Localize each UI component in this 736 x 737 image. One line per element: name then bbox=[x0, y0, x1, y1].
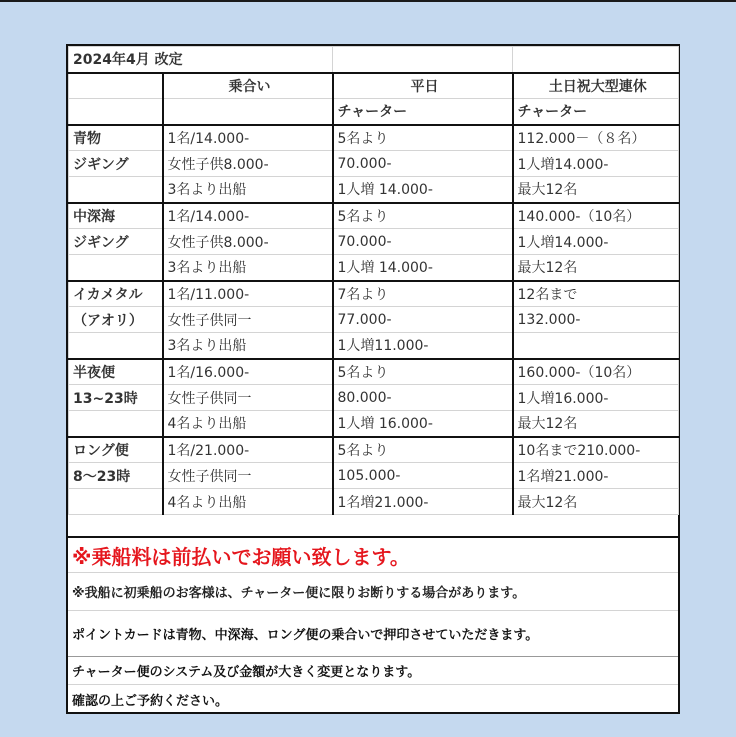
weekend-price-cell: 160.000-（10名） bbox=[513, 359, 679, 385]
shared-price-cell: 女性子供同一 bbox=[163, 385, 333, 411]
weekend-price-cell: 132.000- bbox=[513, 307, 679, 333]
table-row bbox=[69, 333, 679, 359]
point-card-notice: ポイントカードは青物、中深海、ロング便の乗合いで押印させていただきます。 bbox=[68, 610, 678, 656]
shared-price-cell: 3名より出船 bbox=[163, 255, 333, 281]
weekday-price-cell: 1人増11.000- bbox=[333, 333, 513, 359]
weekend-price-cell: 12名まで bbox=[513, 281, 679, 307]
weekday-price-cell: 5名より bbox=[333, 359, 513, 385]
col-header-shared: 乗合い bbox=[163, 73, 333, 99]
shared-price-cell: 1名/21.000- bbox=[163, 437, 333, 463]
weekend-price-cell: 1名増21.000- bbox=[513, 463, 679, 489]
table-row bbox=[69, 177, 679, 203]
weekday-price-cell: 5名より bbox=[333, 203, 513, 229]
shared-price-cell: 1名/14.000- bbox=[163, 203, 333, 229]
trip-name: ロング便 bbox=[69, 437, 163, 463]
weekday-price-cell: 1名増21.000- bbox=[333, 489, 513, 515]
shared-price-cell: 女性子供同一 bbox=[163, 463, 333, 489]
weekday-price-cell: 5名より bbox=[333, 437, 513, 463]
system-change-notice: チャーター便のシステム及び金額が大きく変更となります。 bbox=[68, 656, 678, 684]
table-row bbox=[69, 489, 679, 515]
trip-name: 青物 bbox=[69, 125, 163, 151]
notes-section bbox=[68, 536, 678, 714]
trip-name: 半夜便 bbox=[69, 359, 163, 385]
weekend-price-cell: 112.000－（８名） bbox=[513, 125, 679, 151]
trip-subname: （アオリ） bbox=[69, 307, 163, 333]
shared-price-cell: 4名より出船 bbox=[163, 489, 333, 515]
price-rows bbox=[69, 125, 679, 515]
table-row bbox=[69, 281, 679, 307]
col-header-weekday: 平日 bbox=[333, 73, 513, 99]
weekday-price-cell: 1人増 14.000- bbox=[333, 177, 513, 203]
weekend-price-cell bbox=[513, 333, 679, 359]
weekend-price-cell: 最大12名 bbox=[513, 255, 679, 281]
table-row bbox=[69, 437, 679, 463]
shared-price-cell: 4名より出船 bbox=[163, 411, 333, 437]
shared-price-cell: 1名/16.000- bbox=[163, 359, 333, 385]
weekday-price-cell: 80.000- bbox=[333, 385, 513, 411]
table-row bbox=[69, 411, 679, 437]
weekday-price-cell: 1人増 14.000- bbox=[333, 255, 513, 281]
header-row-3 bbox=[69, 99, 679, 125]
header-row-1 bbox=[69, 47, 679, 73]
col-header-weekend: 土日祝大型連休 bbox=[513, 73, 679, 99]
weekday-price-cell: 7名より bbox=[333, 281, 513, 307]
trip-name: イカメタル bbox=[69, 281, 163, 307]
weekend-price-cell: 1人増16.000- bbox=[513, 385, 679, 411]
weekday-charter-label: チャーター bbox=[333, 99, 513, 125]
table-row bbox=[69, 203, 679, 229]
weekend-price-cell: 10名まで210.000- bbox=[513, 437, 679, 463]
trip-subname: 13~23時 bbox=[69, 385, 163, 411]
shared-price-cell: 女性子供8.000- bbox=[163, 151, 333, 177]
weekend-price-cell: 最大12名 bbox=[513, 489, 679, 515]
top-border-line bbox=[0, 0, 736, 2]
weekday-price-cell: 70.000- bbox=[333, 229, 513, 255]
weekend-price-cell: 最大12名 bbox=[513, 177, 679, 203]
table-row bbox=[69, 385, 679, 411]
weekend-charter-label: チャーター bbox=[513, 99, 679, 125]
header-row-2 bbox=[69, 73, 679, 99]
weekend-price-cell: 140.000-（10名） bbox=[513, 203, 679, 229]
trip-subname: 8～23時 bbox=[69, 463, 163, 489]
shared-price-cell: 1名/14.000- bbox=[163, 125, 333, 151]
confirm-notice: 確認の上ご予約ください。 bbox=[68, 684, 678, 714]
table-row bbox=[69, 125, 679, 151]
trip-subname: ジギング bbox=[69, 151, 163, 177]
price-sheet bbox=[66, 44, 680, 714]
weekday-price-cell: 77.000- bbox=[333, 307, 513, 333]
shared-price-cell: 1名/11.000- bbox=[163, 281, 333, 307]
prepay-notice: ※乗船料は前払いでお願い致します。 bbox=[68, 536, 678, 572]
trip-name: 中深海 bbox=[69, 203, 163, 229]
shared-price-cell: 3名より出船 bbox=[163, 333, 333, 359]
weekend-price-cell: 最大12名 bbox=[513, 411, 679, 437]
table-row bbox=[69, 255, 679, 281]
table-row bbox=[69, 359, 679, 385]
weekday-price-cell: 5名より bbox=[333, 125, 513, 151]
weekday-price-cell: 1人増 16.000- bbox=[333, 411, 513, 437]
shared-price-cell: 女性子供8.000- bbox=[163, 229, 333, 255]
weekend-price-cell: 1人増14.000- bbox=[513, 151, 679, 177]
table-row bbox=[69, 151, 679, 177]
revision-date: 2024年4月 改定 bbox=[69, 47, 333, 73]
weekday-price-cell: 105.000- bbox=[333, 463, 513, 489]
table-row bbox=[69, 229, 679, 255]
table-row bbox=[69, 463, 679, 489]
shared-price-cell: 女性子供同一 bbox=[163, 307, 333, 333]
table-row bbox=[69, 307, 679, 333]
price-table bbox=[68, 46, 679, 515]
first-time-notice: ※我船に初乗船のお客様は、チャーター便に限りお断りする場合があります。 bbox=[68, 572, 678, 610]
trip-subname: ジギング bbox=[69, 229, 163, 255]
weekday-price-cell: 70.000- bbox=[333, 151, 513, 177]
shared-price-cell: 3名より出船 bbox=[163, 177, 333, 203]
weekend-price-cell: 1人増14.000- bbox=[513, 229, 679, 255]
